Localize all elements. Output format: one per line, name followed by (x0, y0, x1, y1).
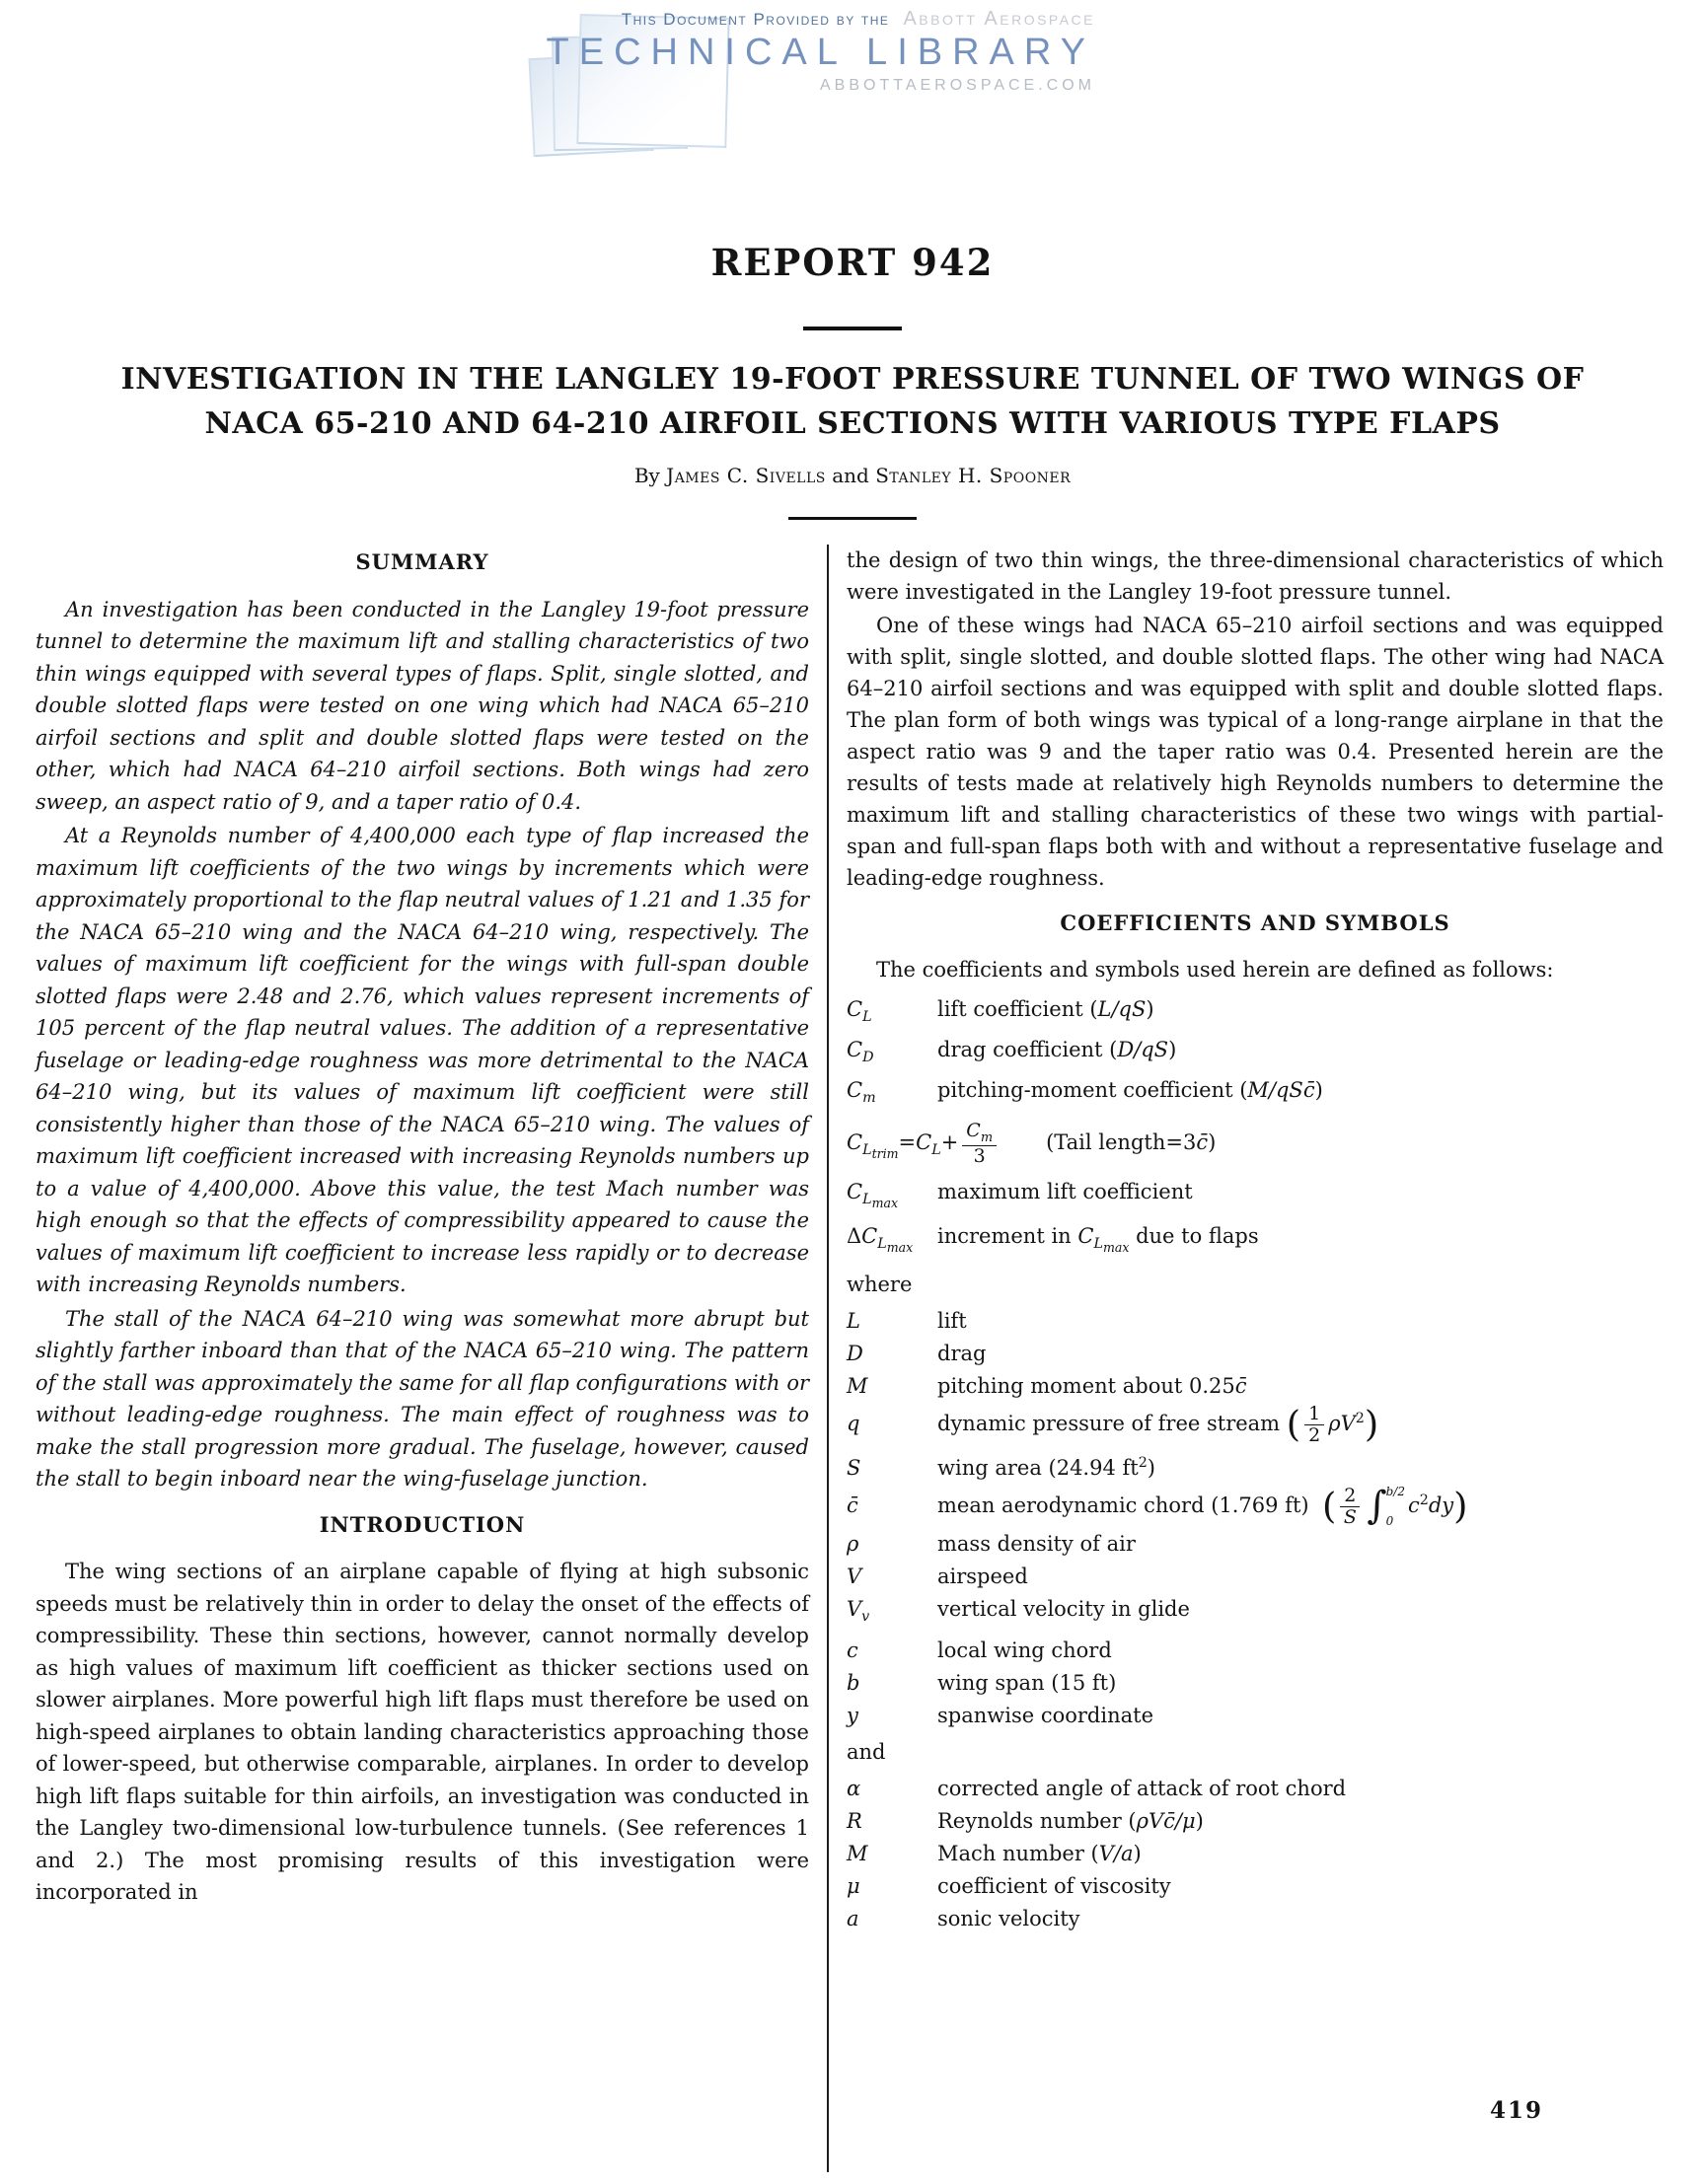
definition: sonic velocity (937, 1906, 1080, 1930)
symbol: $C_{L_{max}}$ (847, 1179, 899, 1210)
symbol-row (847, 1870, 1664, 1902)
definition: coefficient of viscosity (937, 1873, 1171, 1898)
author-2: Stanley H. Spooner (875, 464, 1072, 487)
symbol: $C_m$ (847, 1078, 876, 1107)
symbol-formula (847, 1121, 1664, 1170)
summary-paragraph: At a Reynolds number of 4,400,000 each type of flap increased the maximum lift coefficients of the two wings by increments which were approximately proportional to the flap neutral values of 1.21 and 1.35 for the NACA 65–210 wing and the NACA 64–210 wing, respectively. The values of maximum lift coefficient for the wings with full-span double slotted flaps were 2.48 and 2.76, which values represent increments of 105 percent of the flap neutral values. The addition of a representative fuselage or leading-edge roughness was more detrimental to the NACA 64–210 wing, but its values of maximum lift coefficient were still consistently higher than those of the NACA 65–210 wing. The values of maximum lift coefficient increased with increasing Reynolds numbers up to a value of 4,400,000. Above this value, the test Mach number was high enough so that the effects of compressibility appeared to cause the values of maximum lift coefficient to increase less rapidly or to decrease with increasing Reynolds numbers. (36, 824, 809, 1296)
symbol-row (847, 1561, 1664, 1592)
definition: increment in $C_{L_{max}}$ due to flaps (937, 1223, 1259, 1255)
symbol: y (847, 1703, 858, 1727)
symbol: α (847, 1776, 861, 1800)
column-divider-rule (827, 545, 829, 2172)
byline-prefix: By (633, 464, 660, 487)
definition: mean aerodynamic chord (1.769 ft) ( $\frac{2}{S}$ ∫ b/2 0 $c^2dy$) (937, 1483, 1468, 1528)
symbol-row (847, 1593, 1664, 1633)
provided-by-text: This Document Provided by the (621, 10, 890, 29)
summary-paragraph: The stall of the NACA 64–210 wing was somewhat more abrupt but slightly farther inboard than that of the NACA 65–210 wing. The pattern of the stall was approximately the same for all flap configurations with or without leading-edge roughness. The main effect of roughness was to make the stall progression more gradual. The fuselage, however, caused the stall to begin inboard near the wing-fuselage junction. (36, 1306, 809, 1491)
symbol: $V_v$ (847, 1597, 870, 1626)
symbol-row (847, 1805, 1664, 1837)
symbol-row (847, 1773, 1664, 1804)
symbol: D (847, 1341, 863, 1365)
byline (0, 464, 1705, 487)
divider-rule (803, 327, 902, 330)
symbol: S (847, 1455, 861, 1480)
abbott-aerospace-watermark (424, 6, 1105, 154)
symbol: V (847, 1565, 862, 1589)
definition: spanwise coordinate (937, 1703, 1153, 1727)
brand-title: TECHNICAL LIBRARY (546, 32, 1095, 73)
definition: vertical velocity in glide (937, 1597, 1190, 1622)
definition: mass density of air (937, 1532, 1136, 1557)
symbol-row (847, 1338, 1664, 1369)
symbol: L (847, 1308, 860, 1333)
definition: lift (937, 1308, 967, 1333)
right-column (847, 545, 1664, 1935)
symbol-row (847, 1903, 1664, 1934)
symbol-row (847, 1176, 1664, 1219)
group-label: where (847, 1272, 913, 1296)
symbol-row (847, 1667, 1664, 1699)
body-paragraph: the design of two thin wings, the three-dimensional characteristics of which were investigated in the Langley 19-foot pressure tunnel. (847, 548, 1664, 604)
symbols-list (847, 993, 1664, 1934)
symbol-row (847, 1403, 1664, 1446)
symbol-row (847, 1034, 1664, 1073)
definition: drag (937, 1341, 987, 1365)
summary-paragraph: An investigation has been conducted in the Langley 19-foot pressure tunnel to determine the maximum lift and stalling characteristics of two thin wings equipped with several types of flaps. Split, single slotted, and double slotted flaps were tested on one wing which had NACA 65–210 airfoil sections and split and double slotted flaps were tested on the other, which had NACA 64–210 airfoil sections. Both wings had zero sweep, an aspect ratio of 9, and a taper ratio of 0.4. (36, 597, 809, 814)
brand-text-block (424, 8, 1095, 95)
definition: wing span (15 ft) (937, 1670, 1117, 1695)
symbol: ρ (847, 1532, 859, 1557)
definition: drag coefficient (D/qS) (937, 1038, 1177, 1062)
brand-name: Abbott Aerospace (903, 8, 1095, 30)
definition: Reynolds number (ρVc̄/μ) (937, 1808, 1204, 1833)
symbol: a (847, 1906, 859, 1930)
definition: pitching-moment coefficient (M/qSc̄) (937, 1078, 1323, 1103)
symbol-group-label (847, 1269, 1664, 1300)
symbol-row (847, 1485, 1664, 1528)
provided-by-line (424, 8, 1095, 31)
definition: maximum lift coefficient (937, 1179, 1193, 1203)
introduction-heading: INTRODUCTION (319, 1511, 526, 1537)
definition: airspeed (937, 1565, 1028, 1589)
introduction-paragraph: The wing sections of an airplane capable of flying at high subsonic speeds must be relatively thin in order to delay the onset of the effects of compressibility. These thin sections, however, cannot normally develop as high values of maximum lift coefficient as thicker sections used on slower airplanes. More powerful high lift flaps must therefore be used on high-speed airplanes to obtain landing characteristics approaching those of lower-speed, but otherwise comparable, airplanes. In order to develop high lift flaps suitable for thin airfoils, an investigation was conducted in the Langley two-dimensional low-turbulence tunnels. (See references 1 and 2.) The most promising results of this investigation were incorporated in (36, 1560, 809, 1904)
formula: $C_{L_{trim}}=C_L+$ $\frac{C_m}{3}$ (Tail length=3c̄) (847, 1119, 1217, 1167)
symbol: M (847, 1373, 868, 1398)
definition: local wing chord (937, 1638, 1112, 1662)
symbol: R (847, 1808, 862, 1833)
symbol-row (847, 1700, 1664, 1731)
coefficients-heading: COEFFICIENTS AND SYMBOLS (1060, 910, 1450, 935)
symbol: $C_D$ (847, 1038, 874, 1066)
symbol-row (847, 993, 1664, 1033)
body-paragraph: One of these wings had NACA 65–210 airfoil sections and was equipped with split, single slotted, and double slotted flaps. The other wing had NACA 64–210 airfoil sections and was equipped with split and double slotted flaps. The plan form of both wings was typical of a long-range airplane in that the aspect ratio was 9 and the taper ratio was 0.4. Presented herein are the results of tests made at relatively high Reynolds numbers to determine the maximum lift and stalling characteristics of these two wings with partial-span and full-span flaps both with and without a representative fuselage and leading-edge roughness. (847, 614, 1664, 890)
definition: dynamic pressure of free stream ( $\frac{1}{2}$ $\rho V^2$) (937, 1402, 1379, 1446)
coefficients-intro: The coefficients and symbols used herein are defined as follows: (876, 958, 1554, 982)
title-line-2: NACA 65-210 AND 64-210 AIRFOIL SECTIONS WITH VARIOUS TYPE FLAPS (204, 406, 1501, 441)
divider-rule (788, 517, 917, 520)
symbol: q (847, 1411, 860, 1435)
symbol-row (847, 1447, 1664, 1484)
symbol-group-label (847, 1736, 1664, 1768)
symbol-row (847, 1074, 1664, 1114)
brand-url: ABBOTTAEROSPACE.COM (820, 77, 1095, 94)
title-line-1: INVESTIGATION IN THE LANGLEY 19-FOOT PRESSURE TUNNEL OF TWO WINGS OF (120, 362, 1585, 397)
symbol: c (847, 1638, 858, 1662)
symbol: $\Delta C_{L_{max}}$ (847, 1223, 914, 1255)
symbol: M (847, 1841, 868, 1865)
definition: pitching moment about 0.25c̄ (937, 1373, 1247, 1398)
symbol-row (847, 1305, 1664, 1337)
symbol-row (847, 1220, 1664, 1264)
page-title (69, 357, 1636, 446)
left-column (36, 545, 809, 1911)
summary-heading: SUMMARY (355, 549, 489, 574)
definition: wing area (24.94 $ft^2$) (937, 1454, 1155, 1480)
definition: corrected angle of attack of root chord (937, 1776, 1347, 1800)
symbol-row (847, 1528, 1664, 1560)
symbol-row (847, 1838, 1664, 1869)
symbol-row (847, 1635, 1664, 1666)
definition: Mach number (V/a) (937, 1841, 1142, 1865)
symbol: c̄ (847, 1492, 858, 1517)
symbol: μ (847, 1873, 860, 1898)
byline-conjunction: and (832, 464, 869, 487)
definition: lift coefficient (L/qS) (937, 997, 1154, 1021)
symbol: $C_L$ (847, 997, 872, 1026)
author-1: James C. Sivells (666, 464, 826, 487)
symbol-row (847, 1370, 1664, 1402)
group-label: and (847, 1739, 886, 1764)
report-number: REPORT 942 (710, 241, 995, 284)
page-number: 419 (1490, 2097, 1544, 2124)
symbol: b (847, 1670, 860, 1695)
